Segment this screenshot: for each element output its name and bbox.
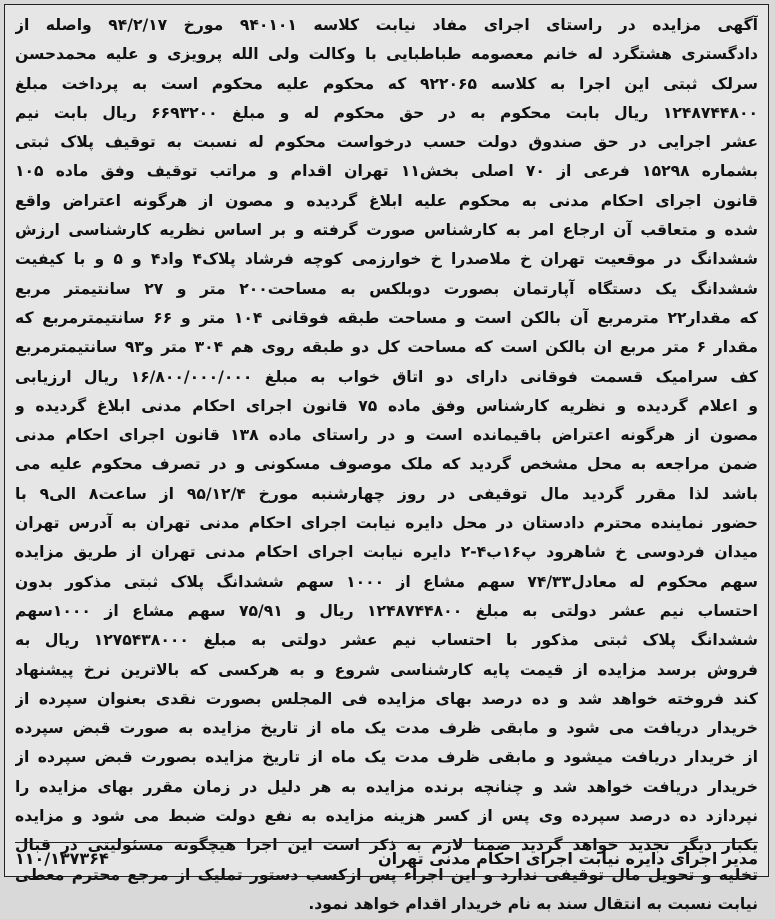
signature-line: مدیر اجرای دایره نیابت اجرای احکام مدنی تهران (378, 849, 758, 868)
notice-line: مقدار ۶ متر مربع ان بالکن است که مساحت کل دو طبقه روی هم ۳۰۴ متر و۹۳ سانتیمترمربع (15, 338, 758, 357)
notice-body (15, 11, 758, 919)
notice-line: شده و متعاقب آن ارجاع امر به کارشناس صورت گرفته و بر اساس نظریه کارشناسی ارزش (15, 221, 758, 240)
notice-line: فروش برسد مزایده از قیمت پایه کارشناسی شروع و به هرکسی که بالاترین نرخ پیشنهاد (15, 660, 758, 679)
notice-line: کف سرامیک قسمت فوقانی دارای دو اتاق خواب به مبلغ ۱۶/۸۰۰/۰۰۰/۰۰۰ ریال ارزیابی (15, 367, 758, 386)
notice-line: کند فروخته خواهد شد و ده درصد بهای مزایده فی المجلس بصورت نقدی بعنوان سپرده از (15, 689, 758, 708)
notice-line: حضور نماینده محترم دادستان در محل دایره نیابت اجرای احکام مدنی تهران به آدرس تهران (15, 514, 758, 533)
notice-line: بشماره ۱۵۲۹۸ فرعی از ۷۰ اصلی بخش۱۱ تهران اقدام و مراتب توقیف وفق ماده ۱۰۵ (15, 162, 758, 181)
notice-line: مصون از هرگونه اعتراض باقیمانده است و در راستای ماده ۱۳۸ قانون اجرای احکام مدنی (15, 426, 758, 445)
notice-line: دادگستری هشتگرد له خانم معصومه طباطبایی با وکالت ولی الله پرویزی و علیه محمدحسن (15, 45, 758, 64)
notice-line: ششدانگ در موقعیت تهران خ ملاصدرا خ خوارزمی کوچه فرشاد پلاک۴ واد۴ و ۵ و با کیفیت (15, 250, 758, 269)
notice-line: آگهی مزایده در راستای اجرای مفاد نیابت کلاسه ۹۴۰۱۰۱ مورخ ۹۴/۲/۱۷ واصله از (15, 16, 758, 34)
reference-number: ۱۱۰/۱۳۷۳۶۴ (15, 849, 109, 868)
notice-line: باشد لذا مقرر گردید مال توقیفی در روز چهارشنبه مورخ ۹۵/۱۲/۴ از ساعت۸ الی۹ با (15, 484, 758, 503)
notice-line: خریدار دریافت می شود و مابقی ظرف مدت یک ماه از تاریخ مزایده به صورت قبض سپرده (15, 719, 758, 738)
notice-line: یکبار دیگر تجدید خواهد گردید ضمنا لازم به ذکر است این اجرا هیچگونه مسئولیتی در قبال (15, 836, 758, 855)
notice-line: ۱۲۴۸۷۴۴۸۰۰ ریال بابت محکوم به در حق محکوم له و مبلغ ۶۶۹۳۲۰۰ ریال بابت نیم (15, 103, 758, 122)
notice-line: سهم محکوم له معادل۷۴/۳۳ سهم مشاع از ۱۰۰۰ سهم ششدانگ پلاک ثبتی مذکور بدون (15, 572, 758, 591)
notice-line: عشر اجرایی در حق صندوق دولت حسب درخواست محکوم له نسبت به توقیف پلاک ثبتی (15, 133, 758, 152)
notice-line: تخلیه و تحویل مال توقیفی ندارد و این اجراء پس ازکسب دستور تملیک از مرجع محترم معطی (15, 865, 758, 884)
notice-line: قانون اجرای احکام مدنی به محکوم علیه ابلاغ گردیده و مصون از هرگونه اعتراض واقع (15, 191, 758, 210)
notice-line: احتساب نیم عشر دولتی به مبلغ ۱۲۴۸۷۴۴۸۰۰ ریال و ۷۵/۹۱ سهم مشاع از ۱۰۰۰سهم (15, 601, 758, 620)
notice-line: سرلک ثبتی این اجرا به کلاسه ۹۲۲۰۶۵ که محکوم علیه محکوم است به پرداخت مبلغ (15, 74, 758, 93)
notice-footer (15, 842, 758, 868)
notice-line: ششدانگ پلاک ثبتی مذکور با احتساب نیم عشر دولتی به مبلغ ۱۲۷۵۴۳۸۰۰۰ ریال به (15, 631, 758, 650)
notice-line: از خریدار دریافت میشود و مابقی ظرف مدت یک ماه از تاریخ مزایده بصورت قبض سپرده از (15, 748, 758, 767)
notice-line: که مقدار۲۲ مترمربع آن بالکن است و مساحت طبقه فوقانی ۱۰۴ متر و ۶۶ سانتیمترمربع که (15, 308, 758, 327)
notice-line: نپردازد ده درصد سپرده وی پس از کسر هزینه مزایده به نفع دولت ضبط می شود و مزایده (15, 807, 758, 826)
notice-line: ششدانگ یک دستگاه آپارتمان بصورت دوبلکس به مساحت۲۰۰ متر و ۲۷ سانتیمتر مربع (15, 279, 758, 298)
notice-line: ضمن مراجعه به محل مشخص گردید که ملک موصوف مسکونی و در تصرف محکوم علیه می (15, 455, 758, 474)
auction-notice (4, 4, 769, 913)
notice-line: و اعلام گردیده و نظریه کارشناس وفق ماده ۷۵ قانون اجرای احکام مدنی ابلاغ گردیده و (15, 396, 758, 415)
notice-line: خریدار دریافت خواهد شد و چنانچه برنده مزایده به هر دلیل در زمان مقرر بهای مزایده را (15, 777, 758, 796)
notice-line: میدان فردوسی خ شاهرود پ۱۶ب۴-۲ دایره نیابت اجرای احکام مدنی تهران از طریق مزایده (15, 543, 758, 562)
notice-line: نیابت نسبت به انتقال سند به نام خریدار اقدام خواهد نمود. (308, 894, 758, 913)
